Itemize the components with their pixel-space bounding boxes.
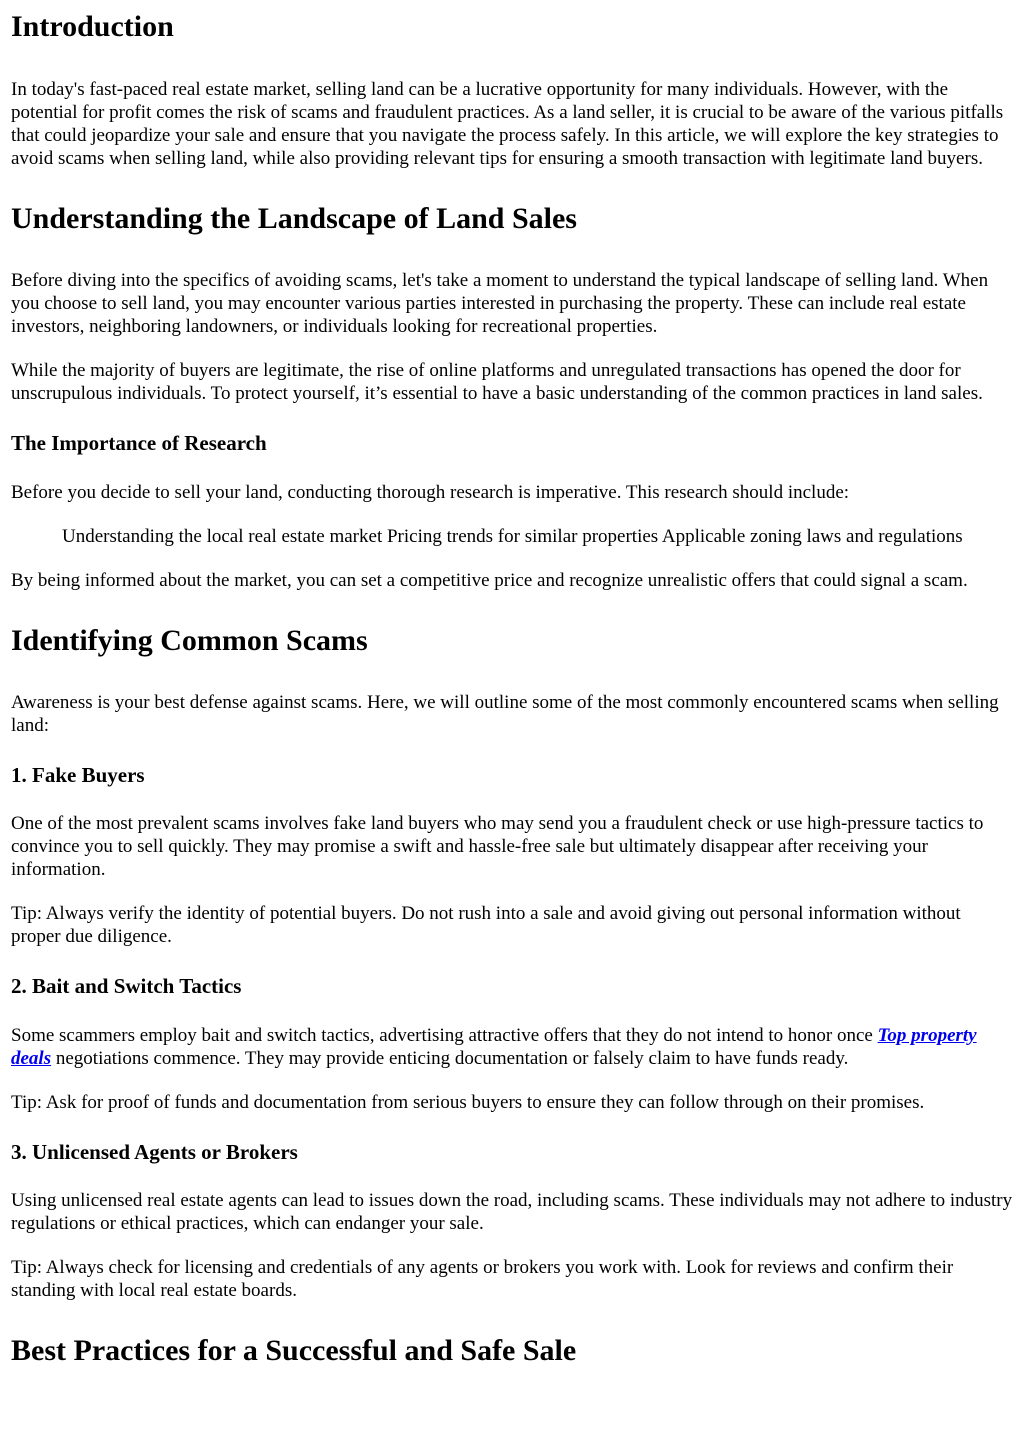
research-paragraph-2: By being informed about the market, you can set a competitive price and recognize unrealistic offers that could signal a scam. <box>11 570 968 591</box>
scams-paragraph: Awareness is your best defense against scams. Here, we will outline some of the most commonly encountered scams when selling land: <box>11 692 999 736</box>
heading-unlicensed: 3. Unlicensed Agents or Brokers <box>11 1140 298 1164</box>
intro-paragraph: In today's fast-paced real estate market, selling land can be a lucrative opportunity for many individuals. However, with the potential for profit comes the risk of scams and fraudulent practices. As a land seller, it is crucial to be aware of the various pitfalls that could jeopardize your sale and ensure that you navigate the process safely. In this article, we will explore the key strategies to avoid scams when selling land, while also providing relevant tips for ensuring a smooth transaction with legitimate land buyers. <box>11 79 1004 169</box>
article <box>0 9 1024 1369</box>
research-list: Understanding the local real estate market Pricing trends for similar properties Applicable zoning laws and regulations <box>62 526 963 547</box>
heading-fake-buyers: 1. Fake Buyers <box>11 763 145 787</box>
top-property-deals-link[interactable]: Top property deals <box>11 1025 977 1069</box>
unlicensed-tip: Tip: Always check for licensing and credentials of any agents or brokers you work with. Look for reviews and confirm their standing with local real estate boards. <box>11 1257 954 1301</box>
landscape-paragraph-1: Before diving into the specifics of avoiding scams, let's take a moment to understand the typical landscape of selling land. When you choose to sell land, you may encounter various parties interested in purchasing the property. These can include real estate investors, neighboring landowners, or individuals looking for recreational properties. <box>11 270 989 337</box>
research-paragraph-1: Before you decide to sell your land, conducting thorough research is imperative. This research should include: <box>11 482 850 503</box>
heading-best-practices: Best Practices for a Successful and Safe Sale <box>11 1334 577 1367</box>
fake-buyers-paragraph: One of the most prevalent scams involves fake land buyers who may send you a fraudulent check or use high-pressure tactics to convince you to sell quickly. They may promise a swift and hassle-free sale but ultimately disappear after receiving your information. <box>11 813 984 880</box>
bait-switch-paragraph <box>11 1024 1014 1070</box>
heading-introduction: Introduction <box>11 10 174 43</box>
bait-switch-tip: Tip: Ask for proof of funds and documentation from serious buyers to ensure they can follow through on their promises. <box>11 1092 925 1113</box>
heading-landscape: Understanding the Landscape of Land Sales <box>11 202 577 235</box>
heading-bait-switch: 2. Bait and Switch Tactics <box>11 974 242 998</box>
bait-switch-text-after: negotiations commence. They may provide enticing documentation or falsely claim to have funds ready. <box>51 1048 849 1069</box>
unlicensed-paragraph: Using unlicensed real estate agents can lead to issues down the road, including scams. These individuals may not adhere to industry regulations or ethical practices, which can endanger your sale. <box>11 1190 1013 1234</box>
landscape-paragraph-2: While the majority of buyers are legitimate, the rise of online platforms and unregulated transactions has opened the door for unscrupulous individuals. To protect yourself, it’s essential to have a basic understanding of the common practices in land sales. <box>11 360 983 404</box>
heading-research: The Importance of Research <box>11 431 267 455</box>
bait-switch-text-before: Some scammers employ bait and switch tactics, advertising attractive offers that they do not intend to honor once <box>11 1025 878 1046</box>
fake-buyers-tip: Tip: Always verify the identity of potential buyers. Do not rush into a sale and avoid giving out personal information without proper due diligence. <box>11 903 961 947</box>
heading-common-scams: Identifying Common Scams <box>11 624 368 657</box>
